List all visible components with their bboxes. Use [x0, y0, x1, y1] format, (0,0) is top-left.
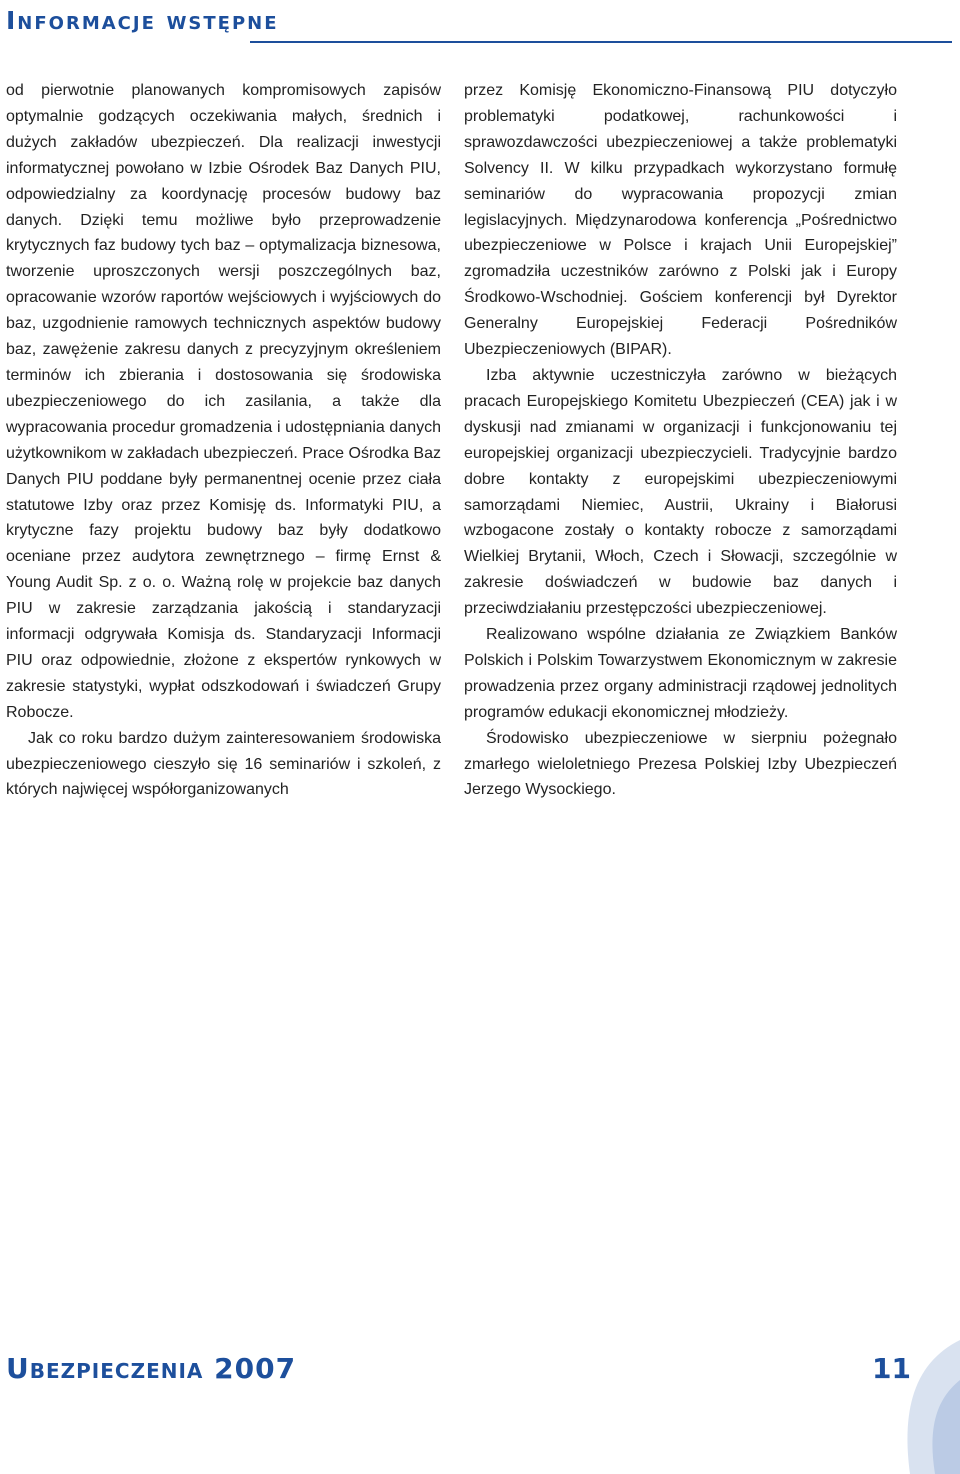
left-column — [6, 78, 441, 803]
publication-title: Ubezpieczenia 2007 — [6, 1352, 297, 1385]
paragraph: Izba aktywnie uczestniczyła zarówno w bieżących pracach Europejskiego Komitetu Ubezpieczeń (CEA) jak i w dyskusji nad zmianami w organizacji i funkcjonowaniu tej europejskiej organizacji ubezpieczycieli. Tradycyjnie bardzo dobre kontakty z europejskimi ubezpieczeniowymi samorządami Niemiec, Austrii, Ukrainy i Białorusi wzbogacone zostały o kontakty robocze z samorządami Wielkiej Brytanii, Włoch, Czech i Słowacji, szczególnie w zakresie doświadczeń w budowie baz danych i przeciwdziałaniu przestępczości ubezpieczeniowej. — [464, 366, 897, 618]
paragraph: Środowisko ubezpieczeniowe w sierpniu pożegnało zmarłego wieloletniego Prezesa Polskiej Izby Ubezpieczeń Jerzego Wysockiego. — [464, 729, 897, 799]
paragraph: Jak co roku bardzo dużym zainteresowaniem środowiska ubezpieczeniowego cieszyło się 16 seminariów i szkoleń, z których najwięcej współorganizowanych — [6, 729, 441, 799]
right-column — [464, 78, 897, 803]
page-number: 11 — [872, 1352, 911, 1385]
corner-logo-icon — [880, 1320, 960, 1474]
paragraph: Realizowano wspólne działania ze Związkiem Banków Polskich i Polskim Towarzystwem Ekonomicznym w zakresie prowadzenia przez organy administracji rządowej jednolitych programów edukacji ekonomicznej młodzieży. — [464, 626, 897, 721]
header-rule — [250, 41, 952, 43]
section-title: Informacje wstępne — [6, 6, 279, 35]
paragraph: przez Komisję Ekonomiczno-Finansową PIU dotyczyło problematyki podatkowej, rachunkowości i sprawozdawczości ubezpieczeniowej a także problematyki Solvency II. W kilku przypadkach wykorzystano formułę seminariów do wypracowania propozycji zmian legislacyjnych. Międzynarodowa konferencja „Pośrednictwo ubezpieczeniowe w Polsce i krajach Unii Europejskiej” zgromadziła uczestników zarówno z Polski jak i Europy Środkowo-Wschodniej. Gościem konferencji był Dyrektor Generalny Europejskiej Federacji Pośredników Ubezpieczeniowych (BIPAR). — [464, 82, 897, 359]
paragraph: od pierwotnie planowanych kompromisowych zapisów optymalnie godzących oczekiwania małych, średnich i dużych zakładów ubezpieczeń. Dla realizacji inwestycji informatycznej powołano w Izbie Ośrodek Baz Danych PIU, odpowiedzialny za koordynację procesów budowy baz danych. Dzięki temu możliwe było przeprowadzenie krytycznych faz budowy tych baz – optymalizacja biznesowa, tworzenie uproszczonych wersji poszczególnych baz, opracowanie wzorów raportów wejściowych i wyjściowych do baz, uzgodnienie ramowych technicznych aspektów budowy baz, zawężenie zakresu danych z precyzyjnym określeniem terminów ich zbierania i dostosowania się środowiska ubezpieczeniowego do ich zasilania, a także dla wypracowania procedur gromadzenia i udostępniania danych użytkownikom w zakładach ubezpieczeń. Prace Ośrodka Baz Danych PIU poddane były permanentnej ocenie przez ciała statutowe Izby oraz przez Komisję ds. Informatyki PIU, a krytyczne fazy projektu budowy baz były dodatkowo oceniane przez audytora zewnętrznego – firmę Ernst & Young Audit Sp. z o. o. Ważną rolę w projekcie baz danych PIU w zakresie zarządzania jakością i standaryzacji informacji odgrywała Komisja ds. Standaryzacji Informacji PIU oraz odpowiednie, złożone z ekspertów rynkowych w zakresie statystyki, wypłat odszkodowań i świadczeń Grupy Robocze. — [6, 82, 441, 721]
